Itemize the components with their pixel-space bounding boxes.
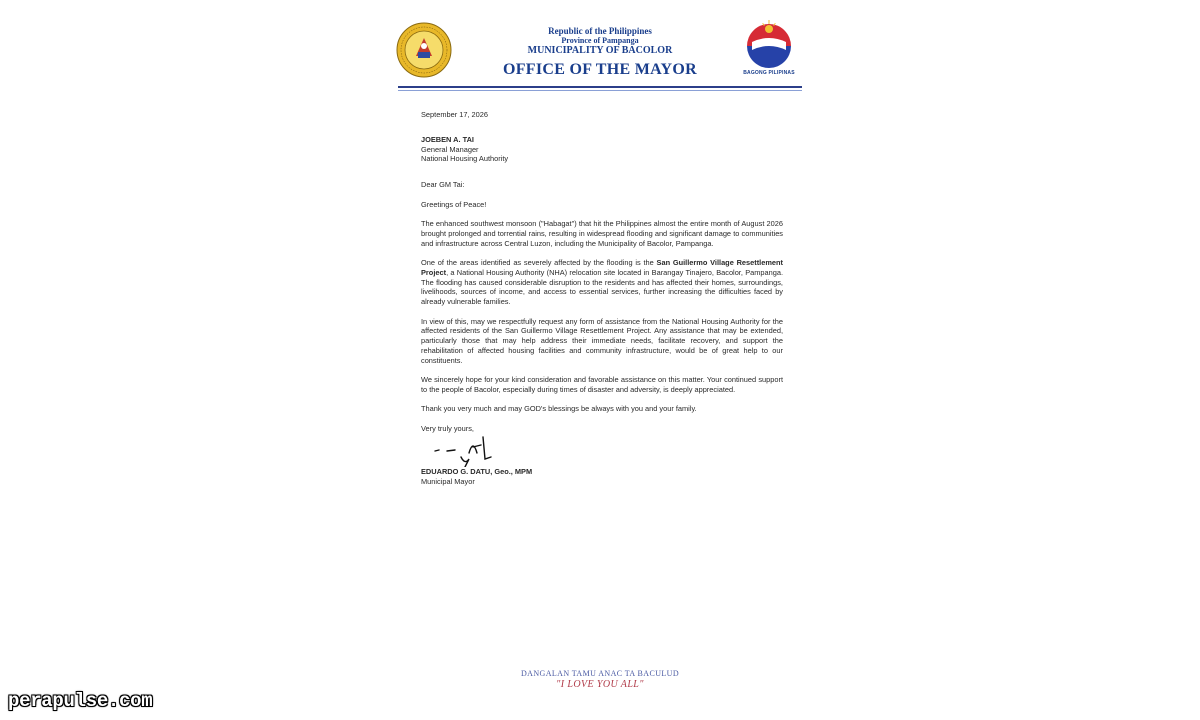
logo-caption: BAGONG PILIPINAS [743, 70, 795, 76]
paragraph-3: In view of this, may we respectfully request any form of assistance from the National Housing Authority for the affected residents of the San Guillermo Village Resettlement Project. Any assistance that may be extended, particularly those that may help address their immediate needs, facilitate recovery, and support the rehabilitation of affected housing facilities and community infrastructure, would be of great help to our constituents. [421, 316, 783, 365]
site-watermark: perapulse.com [8, 690, 153, 712]
recipient-block [421, 135, 783, 164]
paragraph-2-end: , a National Housing Authority (NHA) relocation site located in Barangay Tinajero, Bacolor, Pampanga. The flooding has caused considerable disruption to the residents and has affected their homes, surroundings, livelihoods, sources of income, and access to essential services, further increasing the difficulties faced by already vulnerable families. [421, 267, 783, 307]
footer-tagline [490, 669, 710, 691]
letterhead [440, 26, 760, 80]
letterhead-province: Province of Pampanga [561, 36, 639, 45]
recipient-name: JOEBEN A. TAI [421, 134, 474, 144]
paragraph-4: We sincerely hope for your kind consideration and favorable assistance on this matter. Your continued support to the people of Bacolor, especially during times of disaster and adversity, is deeply appreciated. [421, 375, 783, 394]
project-name: San Guillermo Village Resettlement Project [421, 257, 783, 277]
letterhead-office: OFFICE OF THE MAYOR [502, 61, 697, 78]
paragraph-1: The enhanced southwest monsoon ("Habagat") that hit the Philippines almost the entire month of August 2026 brought prolonged and torrential rains, resulting in widespread flooding and significant damage to communities and infrastructure across Central Luzon, including the Municipality of Bacolor, Pampanga. [421, 218, 783, 248]
paragraph-2 [421, 258, 783, 307]
signer-name: EDUARDO G. DATU, Geo., MPM [421, 467, 533, 477]
recipient-title: General Manager [421, 144, 479, 154]
paragraph-5: Thank you very much and may GOD's blessings be always with you and your family. [421, 404, 697, 414]
letterhead-republic: Republic of the Philippines [548, 26, 652, 36]
header-divider [398, 86, 802, 88]
signature-area [421, 433, 783, 467]
closing: Very truly yours, [421, 423, 474, 433]
salutation: Dear GM Tai: [421, 180, 465, 190]
header-divider-thin [398, 90, 802, 91]
letter-date: September 17, 2026 [421, 110, 488, 119]
letterhead-municipality: MUNICIPALITY OF BACOLOR [527, 45, 673, 56]
greeting: Greetings of Peace! [421, 199, 487, 209]
footer-motto: "I LOVE YOU ALL" [556, 679, 644, 690]
signer-title: Municipal Mayor [421, 477, 475, 487]
footer-tagline-text: DANGALAN TAMU ANAC TA BACULUD [520, 669, 680, 678]
letter-body [421, 110, 783, 487]
paragraph-2-start: One of the areas identified as severely affected by the flooding is the [421, 257, 657, 267]
handwritten-signature-icon [425, 431, 515, 467]
recipient-org: National Housing Authority [421, 154, 509, 164]
